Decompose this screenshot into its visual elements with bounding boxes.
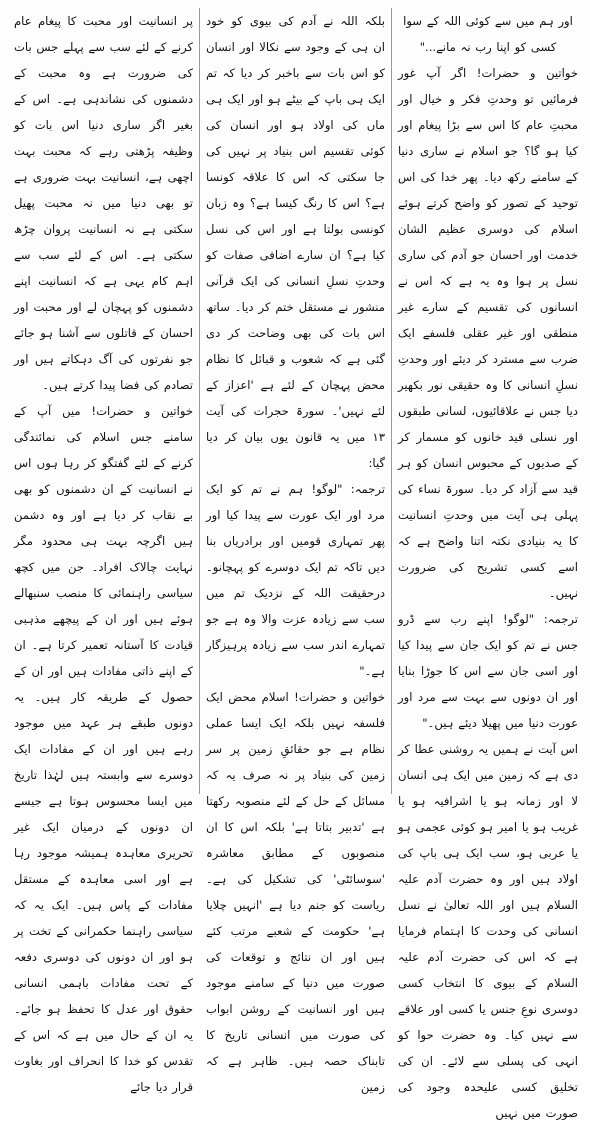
text-column-left — [8, 8, 200, 1094]
quote-paragraph: ترجمہ: "لوگو! اپنے رب سے ڈرو جس نے تم کو ایک جان سے پیدا کیا اور اسی جان سے اس کا جوڑا بنایا اور ان دونوں سے بہت سے مرد اور عورت دنیا میں پھیلا دیئے ہیں۔" — [398, 612, 578, 730]
paragraph: خواتین و حضرات! میں آپ کے سامنے جس اسلام کی نمائندگی کرنے کے لئے گفتگو کر رہا ہوں اس نے انسانیت کے ان دشمنوں کو بھی بے نقاب کر دیا ہے اور وہ دشمن ہیں اگرچہ بہت ہی محدود مگر نہایت چالاک افراد۔ جن میں کچھ سیاسی راہنمائی کا منصب سنبھالے ہوئے ہیں اور ان کے پیچھے مذہبی قیادت کا آستانہ تعمیر کرتا ہے۔ ان کے اپنے ذاتی مفادات ہیں اور ان کے حصول کے طریقہ کار ہیں۔ یہ دونوں طبقے ہر عہد میں موجود رہے ہیں اور ان کے مفادات ایک دوسرے سے وابستہ ہیں لہٰذا تاریخ میں ایسا محسوس ہوتا ہے جیسے ان دونوں کے درمیان ایک غیر تحریری معاہدہ ہمیشہ موجود رہا ہے اور اسی معاہدہ کے مستقل مفادات کے پاس ہیں۔ ایک یہ کہ سیاسی راہنما حکمرانی کے تخت پر ہو اور ان دونوں کی دوسری دفعہ کے تحت مفادات باہمی انسانی حقوق اور عدل کا تحفظ ہو جائے۔ یہ ان کے حال میں ہے کہ اس کے تقدس کو خدا کا انحراف اور بغاوت قرار دیا جائے — [14, 404, 193, 1094]
paragraph: اور ہم میں سے کوئی اللہ کے سوا کسی کو اپنا رب نہ مانے..." — [403, 14, 573, 54]
text-column-middle — [200, 8, 392, 1094]
paragraph: خواتین و حضرات! اگر آپ غور فرمائیں تو وحدتِ فکر و خیال اور محبتِ عام کا اس سے بڑا پیغام اور کیا ہو گا؟ جو اسلام نے ساری دنیا کے سامنے رکھ دیا۔ پھر خدا کی اس توحید کے تصور کو واضح کرتے ہوئے اسلام کی دوسری عظیم الشان خدمت اور احسان جو آدم کی ساری نسل پر ہوا وہ یہ ہے کہ اس نے انسانوں کی تقسیم کے سارے غیر منطقی اور غیر عقلی فلسفے ایک ضرب سے مسترد کر دیئے اور وحدتِ نسلِ انسانی کا وہ حقیقی نور بکھیر دیا جس نے علاقائیوں، لسانی طبقوں اور نسلی قید خانوں کو مسمار کر کے صدیوں کے محبوس انسان کو ہر قید سے آزاد کر دیا۔ سورۃ نساء کی پہلی ہی آیت میں وحدتِ انسانیت کا یہ بنیادی نکتہ اتنا واضح ہے کہ اسے کسی تشریح کی ضرورت نہیں۔ — [398, 66, 578, 600]
paragraph: پر انسانیت اور محبت کا پیغام عام کرنے کے لئے سب سے پہلے جس بات کی ضرورت ہے وہ محبت کے دشمنوں کی نشاندہی ہے۔ اس کے بغیر اگر ساری دنیا اس بات کو وظیفہ پڑھتی رہے کہ محبت بہت اچھی ہے، انسانیت بہت ضروری ہے تو بھی دنیا میں نہ محبت پھیل سکتی ہے نہ انسانیت پروان چڑھ سکتی ہے۔ اس کے لئے سب سے اہم کام یہی ہے کہ انسانیت اپنے دشمنوں کو پہچان لے اور محبت اور احسان کے قاتلوں سے آشنا ہو جائے جو نفرتوں کی آگ دہکاتے ہیں اور تصادم کی فضا پیدا کرتے ہیں۔ — [14, 14, 193, 392]
quote-paragraph: ترجمہ: "لوگو! ہم نے تم کو ایک مرد اور ایک عورت سے پیدا کیا اور پھر تمہاری قومیں اور برادریاں بنا دیں تاکہ تم ایک دوسرے کو پہچانو۔ درحقیقت اللہ کے نزدیک تم میں سب سے زیادہ عزت والا وہ ہے جو تمہارے اندر سب سے زیادہ پرہیزگار ہے۔" — [206, 482, 385, 678]
paragraph: خواتین و حضرات! اسلام محض ایک فلسفہ نہیں بلکہ ایک ایسا عملی نظام ہے جو حقائقِ زمین پر سر زمین کی بنیاد پر نہ صرف یہ کہ مسائل کے حل کے لئے منصوبہ رکھتا ہے 'تدبیر بتاتا ہے' بلکہ اس کا ان منصوبوں کے مطابق معاشرہ 'سوسائٹی' کی تشکیل کی ہے۔ ریاست کو جنم دیا ہے 'انہیں چلایا ہے' حکومت کے شعبے مرتب کئے ہیں اور ان نتائج و توقعات کی صورت میں دنیا کے سامنے موجود ہیں اور انسانیت کے روشن ابواب کی صورت میں انسانی تاریخ کا تابناک حصہ ہیں۔ ظاہر ہے کہ زمین — [206, 690, 385, 1094]
paragraph: بلکہ اللہ نے آدم کی بیوی کو خود ان ہی کے وجود سے نکالا اور انسان کو اس بات سے باخبر کر دیا کہ تم ایک ہی باپ کے بیٹے ہو اور ایک ہی ماں کی اولاد ہو اور انسان کی کوئی تقسیم اس بنیاد پر نہیں کی جا سکتی کہ اس کا علاقہ کونسا ہے؟ اس کا رنگ کیسا ہے؟ وہ زبان کونسی بولتا ہے اور اس کی نسل کیا ہے؟ ان سارے اضافی صفات کو وحدتِ نسلِ انسانی کی ایک قرآنی منشور نے مستقل ختم کر دیا۔ ساتھ اس بات کی بھی وضاحت کر دی گئی ہے کہ شعوب و قبائل کا نظام محض پہچان کے لئے ہے 'اعزاز کے لئے نہیں'۔ سورۃ حجرات کی آیت ۱۳ میں یہ قانون یوں بیان کر دیا گیا: — [206, 14, 385, 470]
text-column-right — [392, 8, 584, 1120]
paragraph: اس آیت نے ہمیں یہ روشنی عطا کر دی ہے کہ زمین میں ایک ہی انسان لا اور زمانہ ہو یا اشرافیہ ہو یا غریب ہو یا امیر ہو کوئی عجمی ہو یا عربی ہو، سب ایک ہی باپ کی اولاد ہیں اور وہ حضرت آدم علیہ السلام ہیں اور اللہ تعالیٰ نے نسل انسانی کی وحدت کا اہتمام فرمایا ہے کہ اس کی حضرت آدم علیہ السلام کے بیوی کا انتخاب کسی دوسری نوعِ جنس یا کسی اور علاقے سے نہیں کیا۔ وہ حضرت حوا کو انہی کی پسلی سے لائے۔ ان کی تخلیق کسی علیحدہ وجود کی صورت میں نہیں — [398, 742, 578, 1120]
